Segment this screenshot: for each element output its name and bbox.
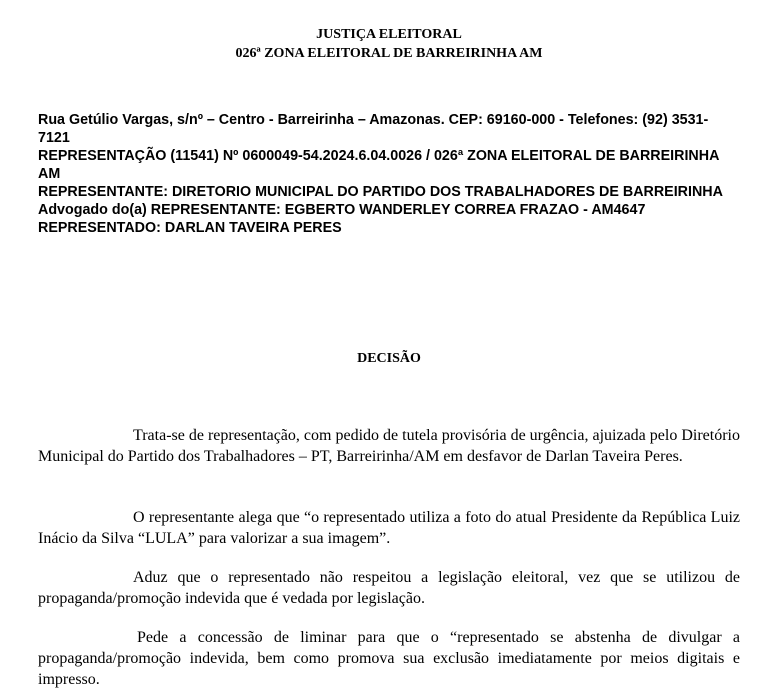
decision-paragraph: O representante alega que “o representado utiliza a foto do atual Presidente da República Luiz Inácio da Silva “LULA” para valorizar a sua imagem”. bbox=[38, 509, 740, 547]
decision-title: DECISÃO bbox=[357, 351, 421, 366]
defendant: REPRESENTADO: DARLAN TAVEIRA PERES bbox=[38, 220, 342, 236]
decision-paragraph: Pede a concessão de liminar para que o “representado se abstenha de divulgar a propaganda/promoção indevida, bem como promova sua exclusão imediatamente por meios digitais e impresso. bbox=[38, 629, 740, 688]
plaintiff: REPRESENTANTE: DIRETORIO MUNICIPAL DO PARTIDO DOS TRABALHADORES DE BARREIRINHA bbox=[38, 184, 723, 200]
case-info bbox=[38, 111, 738, 237]
electoral-zone: 026ª ZONA ELEITORAL DE BARREIRINHA AM bbox=[235, 46, 543, 61]
decision-paragraph: Aduz que o representado não respeitou a legislação eleitoral, vez que se utilizou de propaganda/promoção indevida que é vedada por legislação. bbox=[38, 569, 740, 607]
court-address: Rua Getúlio Vargas, s/nº – Centro - Barreirinha – Amazonas. CEP: 69160-000 - Telefones: (92) 3531-7121 bbox=[38, 112, 709, 146]
decision-paragraph: Trata-se de representação, com pedido de tutela provisória de urgência, ajuizada pelo Diretório Municipal do Partido dos Trabalhadores – PT, Barreirinha/AM em desfavor de Darlan Taveira Peres. bbox=[38, 427, 740, 465]
case-number: REPRESENTAÇÃO (11541) Nº 0600049-54.2024.6.04.0026 / 026ª ZONA ELEITORAL DE BARREIRINHA AM bbox=[38, 148, 719, 182]
court-name: JUSTIÇA ELEITORAL bbox=[316, 27, 462, 42]
plaintiff-lawyer: Advogado do(a) REPRESENTANTE: EGBERTO WANDERLEY CORREA FRAZAO - AM4647 bbox=[38, 202, 646, 218]
document-header bbox=[0, 25, 778, 63]
